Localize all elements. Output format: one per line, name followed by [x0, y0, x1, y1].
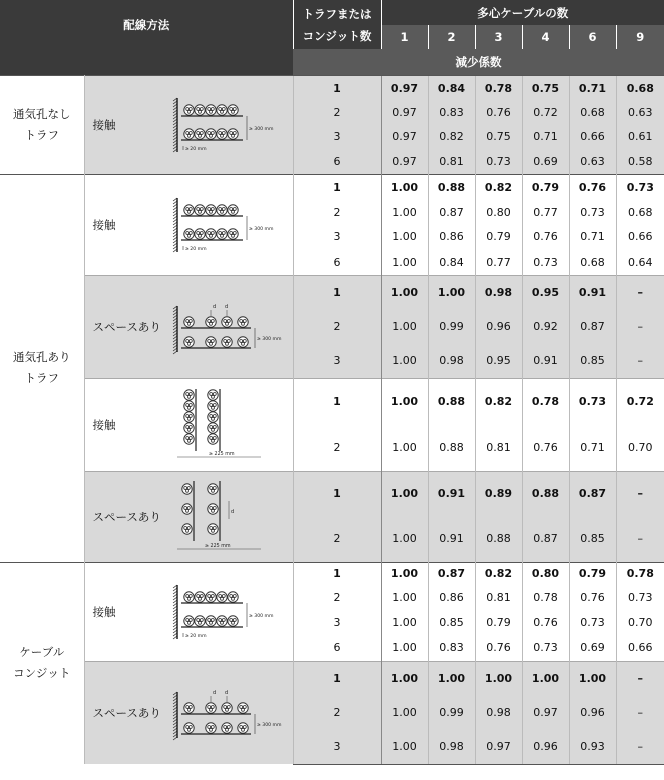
reduction-factor-cell: 0.75 — [522, 75, 569, 101]
method-label: スペースあり — [92, 509, 161, 524]
reduction-factor-cell: 0.78 — [522, 378, 569, 424]
trough-count-cell: 3 — [293, 343, 381, 378]
reduction-factor-cell: 0.88 — [428, 378, 475, 424]
reduction-factor-cell: 1.00 — [475, 661, 522, 695]
reduction-factor-cell: 1.00 — [381, 378, 428, 424]
table-row — [0, 75, 664, 101]
method-cell — [84, 275, 293, 378]
dimension-label: ≥ 300 mm — [248, 126, 273, 132]
dimension-label: ≥ 20 mm — [184, 246, 207, 252]
reduction-factor-cell: 0.95 — [475, 343, 522, 378]
reduction-factor-cell: 0.81 — [428, 149, 475, 174]
trough-count-cell: 1 — [293, 562, 381, 585]
reduction-factor-cell: – — [616, 516, 664, 562]
category-cell — [0, 174, 84, 562]
wiring-diagram-vertical-contact — [171, 387, 279, 463]
reduction-factor-cell: 0.69 — [522, 149, 569, 174]
reduction-factor-cell: 0.73 — [569, 201, 616, 223]
reduction-factor-cell: 0.78 — [616, 562, 664, 585]
reduction-factor-cell: 0.66 — [616, 635, 664, 661]
reduction-factor-cell: 1.00 — [381, 343, 428, 378]
reduction-factor-cell: 0.61 — [616, 123, 664, 149]
reduction-factor-cell: 0.71 — [569, 424, 616, 471]
trough-count-cell: 6 — [293, 635, 381, 661]
reduction-factor-cell: 0.85 — [569, 343, 616, 378]
trough-count-cell: 3 — [293, 123, 381, 149]
reduction-factor-cell: – — [616, 729, 664, 764]
trough-count-cell: 1 — [293, 471, 381, 516]
reduction-factor-cell: 0.73 — [569, 609, 616, 635]
trough-count-cell: 3 — [293, 223, 381, 250]
dimension-label: ≥ 300 mm — [256, 722, 281, 728]
trough-count-cell: 2 — [293, 309, 381, 343]
reduction-factor-cell: 0.78 — [475, 75, 522, 101]
reduction-factor-cell: 1.00 — [381, 635, 428, 661]
reduction-factor-cell: 0.73 — [475, 149, 522, 174]
reduction-factor-cell: 0.70 — [616, 609, 664, 635]
method-label: 接触 — [92, 417, 116, 432]
reduction-factor-cell: 1.00 — [569, 661, 616, 695]
reduction-factor-cell: – — [616, 661, 664, 695]
reduction-factor-cell: 0.68 — [569, 101, 616, 123]
reduction-factor-cell: 0.83 — [428, 635, 475, 661]
trough-count-cell: 6 — [293, 149, 381, 174]
trough-count-cell: 2 — [293, 585, 381, 609]
reduction-factor-cell: 1.00 — [381, 729, 428, 764]
table-row — [0, 174, 664, 201]
header-blank — [0, 49, 293, 75]
reduction-factor-cell: 0.69 — [569, 635, 616, 661]
header-trough-line2: コンジット数 — [302, 28, 372, 43]
category-label: ケーブル — [19, 645, 65, 660]
reduction-factor-cell: 1.00 — [381, 201, 428, 223]
reduction-factor-cell: 1.00 — [522, 661, 569, 695]
header-trough-count — [293, 0, 381, 49]
wiring-diagram-horizontal-contact — [171, 94, 279, 156]
trough-count-cell: 1 — [293, 661, 381, 695]
trough-count-cell: 1 — [293, 275, 381, 309]
reduction-factor-cell: 0.88 — [428, 424, 475, 471]
reduction-factor-cell: 0.76 — [522, 424, 569, 471]
reduction-factor-cell: 0.79 — [475, 223, 522, 250]
reduction-factor-cell: 0.58 — [616, 149, 664, 174]
reduction-factor-cell: 0.66 — [616, 223, 664, 250]
method-cell — [84, 661, 293, 764]
reduction-factor-cell: 0.97 — [381, 75, 428, 101]
reduction-factor-cell: 0.76 — [522, 609, 569, 635]
dimension-label: ≥ 225 mm — [208, 451, 235, 457]
method-label: 接触 — [92, 604, 116, 619]
method-cell — [84, 378, 293, 471]
method-cell — [84, 471, 293, 562]
category-label: 通気孔なし — [13, 106, 71, 121]
header-cable-count: 2 — [428, 25, 475, 49]
reduction-factor-cell: 0.87 — [428, 201, 475, 223]
trough-count-cell: 2 — [293, 101, 381, 123]
reduction-factor-cell: 0.76 — [569, 585, 616, 609]
reduction-factor-cell: 0.91 — [522, 343, 569, 378]
reduction-factor-cell: 0.96 — [522, 729, 569, 764]
reduction-factor-cell: 0.89 — [475, 471, 522, 516]
reduction-factor-cell: 0.97 — [522, 695, 569, 729]
reduction-factor-cell: 0.64 — [616, 250, 664, 275]
reduction-factor-cell: 0.77 — [475, 250, 522, 275]
reduction-factor-cell: 0.91 — [428, 516, 475, 562]
reduction-factor-cell: 0.71 — [569, 75, 616, 101]
trough-count-cell: 1 — [293, 174, 381, 201]
reduction-factor-cell: 0.82 — [475, 562, 522, 585]
reduction-factor-cell: 0.87 — [569, 471, 616, 516]
header-method: 配線方法 — [0, 0, 293, 49]
reduction-factor-cell: 0.79 — [569, 562, 616, 585]
header-cable-count: 9 — [616, 25, 664, 49]
reduction-factor-cell: 0.85 — [569, 516, 616, 562]
reduction-factor-cell: 0.99 — [428, 309, 475, 343]
reduction-factor-cell: 1.00 — [428, 275, 475, 309]
reduction-factor-cell: 0.99 — [428, 695, 475, 729]
trough-count-cell: 2 — [293, 424, 381, 471]
reduction-factor-cell: 0.76 — [475, 635, 522, 661]
category-cell — [0, 562, 84, 764]
reduction-factor-cell: 0.82 — [475, 378, 522, 424]
category-label: トラフ — [24, 371, 59, 385]
reduction-factor-cell: 1.00 — [381, 424, 428, 471]
reduction-factor-cell: 0.79 — [522, 174, 569, 201]
reduction-factor-cell: 1.00 — [381, 309, 428, 343]
reduction-factor-cell: 0.92 — [522, 309, 569, 343]
reduction-factor-cell: 0.96 — [569, 695, 616, 729]
reduction-factor-cell: 1.00 — [381, 223, 428, 250]
method-cell — [84, 174, 293, 275]
reduction-factor-cell: 0.79 — [475, 609, 522, 635]
wiring-diagram-horizontal-spaced — [171, 682, 279, 744]
reduction-factor-cell: 0.91 — [428, 471, 475, 516]
trough-count-cell: 3 — [293, 609, 381, 635]
reduction-factor-cell: 0.63 — [569, 149, 616, 174]
reduction-factor-cell: 0.98 — [428, 729, 475, 764]
reduction-factor-cell: 0.93 — [569, 729, 616, 764]
reduction-factor-cell: 0.73 — [616, 174, 664, 201]
reduction-factor-cell: 0.82 — [428, 123, 475, 149]
reduction-factor-cell: 1.00 — [381, 562, 428, 585]
reduction-factor-cell: 0.73 — [569, 378, 616, 424]
reduction-factor-cell: 0.88 — [475, 516, 522, 562]
reduction-factor-cell: 0.68 — [616, 75, 664, 101]
table-row — [0, 661, 664, 695]
trough-count-cell: 2 — [293, 201, 381, 223]
header-trough-line1: トラフまたは — [302, 6, 372, 21]
reduction-factor-cell: – — [616, 695, 664, 729]
reduction-factor-cell: 0.87 — [522, 516, 569, 562]
reduction-factor-cell: 0.71 — [569, 223, 616, 250]
reduction-factor-cell: 0.63 — [616, 101, 664, 123]
reduction-factor-cell: 0.80 — [475, 201, 522, 223]
trough-count-cell: 1 — [293, 378, 381, 424]
reduction-factor-cell: 0.76 — [569, 174, 616, 201]
reduction-factor-cell: 0.88 — [428, 174, 475, 201]
reduction-factor-cell: 0.68 — [569, 250, 616, 275]
header-cable-count: 1 — [381, 25, 428, 49]
table-row — [0, 378, 664, 424]
reduction-factor-cell: 0.88 — [522, 471, 569, 516]
reduction-factor-cell: 0.72 — [616, 378, 664, 424]
dimension-label: ≥ 225 mm — [204, 543, 231, 549]
table-row — [0, 562, 664, 585]
dimension-label: d — [212, 303, 216, 310]
wiring-diagram-horizontal-contact — [171, 194, 279, 256]
method-label: スペースあり — [92, 705, 161, 720]
reduction-factor-cell: 0.81 — [475, 424, 522, 471]
method-cell — [84, 75, 293, 174]
trough-count-cell: 6 — [293, 250, 381, 275]
category-label: トラフ — [24, 127, 59, 142]
reduction-factor-cell: 0.98 — [475, 275, 522, 309]
wiring-diagram-vertical-spaced — [171, 479, 279, 555]
reduction-factor-cell: – — [616, 309, 664, 343]
dimension-label: d — [212, 689, 216, 696]
category-label: 通気孔あり — [13, 350, 71, 364]
method-label: 接触 — [92, 217, 116, 232]
method-label: スペースあり — [92, 319, 161, 334]
reduction-factor-cell: 0.71 — [522, 123, 569, 149]
method-label: 接触 — [92, 117, 116, 132]
category-label: コンジット — [13, 666, 71, 681]
reduction-factor-cell: 0.86 — [428, 585, 475, 609]
dimension-label: ≥ 20 mm — [184, 633, 207, 639]
header-reduction-factor: 減少係数 — [293, 49, 664, 75]
reduction-factor-cell: – — [616, 275, 664, 309]
reduction-factor-cell: 0.83 — [428, 101, 475, 123]
wiring-diagram-horizontal-contact — [171, 581, 279, 643]
reduction-factor-cell: 1.00 — [381, 471, 428, 516]
reduction-factor-cell: 0.82 — [475, 174, 522, 201]
dimension-label: ≥ 20 mm — [184, 146, 207, 152]
reduction-factor-cell: 0.73 — [616, 585, 664, 609]
reduction-factor-cell: 1.00 — [381, 275, 428, 309]
reduction-factor-cell: 0.96 — [475, 309, 522, 343]
table-row — [0, 471, 664, 516]
reduction-factor-cell: 0.70 — [616, 424, 664, 471]
dimension-label: d — [224, 689, 228, 696]
reduction-factor-cell: 0.78 — [522, 585, 569, 609]
reduction-factor-cell: 0.80 — [522, 562, 569, 585]
dimension-label: ≥ 300 mm — [256, 336, 281, 342]
dimension-label: d — [224, 303, 228, 310]
reduction-factor-cell: 0.77 — [522, 201, 569, 223]
reduction-factor-cell: 0.84 — [428, 250, 475, 275]
header-cable-count: 6 — [569, 25, 616, 49]
reduction-factor-cell: 1.00 — [381, 695, 428, 729]
dimension-label: d — [230, 508, 234, 515]
reduction-factor-cell: 1.00 — [381, 661, 428, 695]
category-cell — [0, 75, 84, 174]
reduction-factor-cell: 0.84 — [428, 75, 475, 101]
reduction-factor-cell: 0.86 — [428, 223, 475, 250]
reduction-factor-cell: – — [616, 471, 664, 516]
reduction-factor-cell: 1.00 — [428, 661, 475, 695]
reduction-factor-cell: 0.95 — [522, 275, 569, 309]
reduction-factor-cell: 1.00 — [381, 585, 428, 609]
reduction-factor-cell: 0.68 — [616, 201, 664, 223]
reduction-factor-cell: 0.76 — [475, 101, 522, 123]
wiring-diagram-horizontal-spaced — [171, 296, 279, 358]
trough-count-cell: 3 — [293, 729, 381, 764]
reduction-factor-cell: 0.91 — [569, 275, 616, 309]
reduction-factor-cell: 0.73 — [522, 635, 569, 661]
reduction-factor-cell: 0.97 — [475, 729, 522, 764]
dimension-label: ≥ 300 mm — [248, 226, 273, 232]
reduction-factor-cell: 0.76 — [522, 223, 569, 250]
reduction-factor-cell: 0.97 — [381, 149, 428, 174]
reduction-factor-cell: 0.97 — [381, 123, 428, 149]
trough-count-cell: 2 — [293, 695, 381, 729]
reduction-factor-cell: 1.00 — [381, 516, 428, 562]
reduction-factor-cell: 0.66 — [569, 123, 616, 149]
method-cell — [84, 562, 293, 661]
header-cable-count: 3 — [475, 25, 522, 49]
reduction-factor-cell: 0.75 — [475, 123, 522, 149]
reduction-factor-cell: 1.00 — [381, 174, 428, 201]
header-multicore-count: 多心ケーブルの数 — [381, 0, 664, 25]
reduction-factor-cell: 0.87 — [569, 309, 616, 343]
reduction-factor-cell: 1.00 — [381, 609, 428, 635]
reduction-factor-cell: 0.85 — [428, 609, 475, 635]
trough-count-cell: 2 — [293, 516, 381, 562]
trough-count-cell: 1 — [293, 75, 381, 101]
reduction-factor-cell: 0.72 — [522, 101, 569, 123]
reduction-factor-cell: 0.87 — [428, 562, 475, 585]
reduction-factor-cell: 0.98 — [475, 695, 522, 729]
reduction-factor-cell: 1.00 — [381, 250, 428, 275]
reduction-factor-cell: – — [616, 343, 664, 378]
reduction-factor-cell: 0.81 — [475, 585, 522, 609]
table-row — [0, 275, 664, 309]
dimension-label: ≥ 300 mm — [248, 613, 273, 619]
reduction-factor-cell: 0.98 — [428, 343, 475, 378]
reduction-factor-cell: 0.73 — [522, 250, 569, 275]
reduction-factor-cell: 0.97 — [381, 101, 428, 123]
header-cable-count: 4 — [522, 25, 569, 49]
